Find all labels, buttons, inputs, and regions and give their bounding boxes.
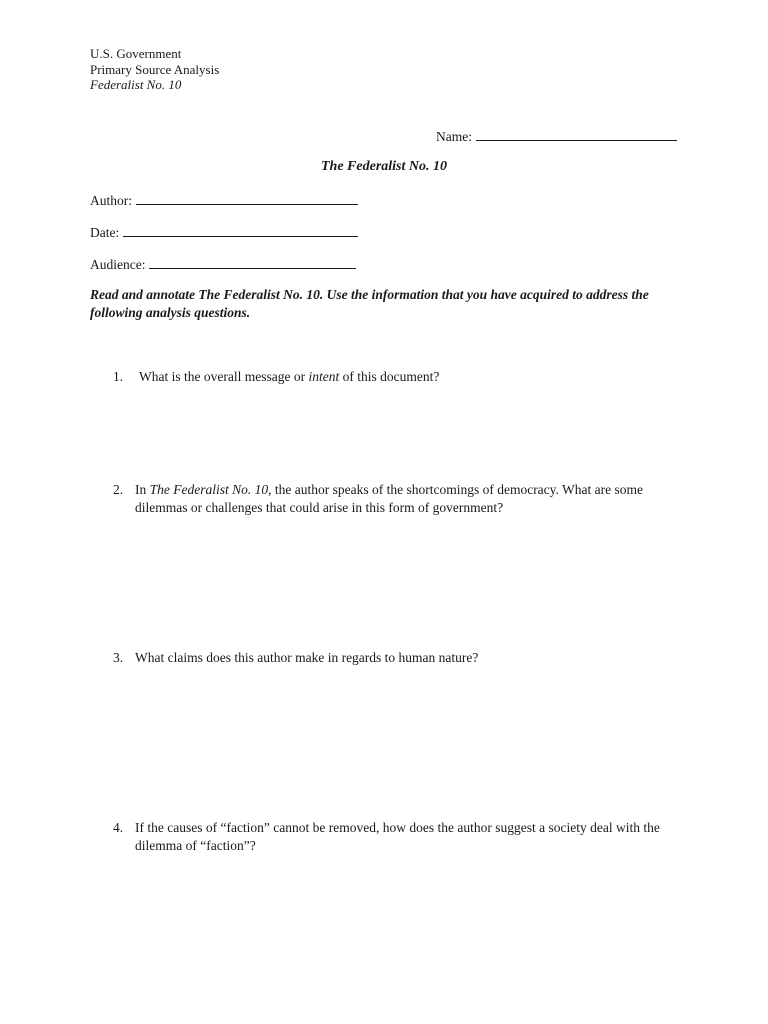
question-text: What claims does this author make in regards to human nature?: [135, 650, 479, 665]
audience-blank[interactable]: [149, 254, 356, 269]
course-name: U.S. Government: [90, 46, 182, 61]
name-label: Name:: [436, 129, 472, 144]
unit-name: Primary Source Analysis: [90, 62, 220, 77]
date-label: Date:: [90, 225, 120, 240]
question-2: [113, 481, 683, 521]
audience-label: Audience:: [90, 257, 146, 272]
question-number: 4.: [113, 820, 124, 835]
question-text: If the causes of “faction” cannot be removed, how does the author suggest a society deal with the dilemma of “faction”?: [135, 820, 660, 853]
question-number: 1.: [113, 369, 124, 384]
question-text: What is the overall message or intent of this document?: [139, 369, 440, 384]
name-field: [436, 126, 677, 146]
question-number: 2.: [113, 482, 124, 497]
name-blank[interactable]: [476, 126, 677, 141]
author-blank[interactable]: [136, 190, 358, 205]
author-label: Author:: [90, 193, 132, 208]
date-blank[interactable]: [123, 222, 358, 237]
question-4: [113, 819, 683, 859]
question-number: 3.: [113, 650, 124, 665]
question-text: In The Federalist No. 10, the author speaks of the shortcomings of democracy. What are some dilemmas or challenges that could arise in this form of government?: [135, 482, 644, 515]
document-name: Federalist No. 10: [90, 77, 182, 92]
date-field: [90, 222, 358, 242]
page-title: The Federalist No. 10: [321, 159, 447, 174]
author-field: [90, 190, 358, 210]
instructions: Read and annotate The Federalist No. 10. Use the information that you have acquired to address the following analysis questions.: [90, 287, 649, 320]
audience-field: [90, 254, 356, 274]
question-3: [113, 649, 683, 669]
question-1: [113, 368, 683, 388]
